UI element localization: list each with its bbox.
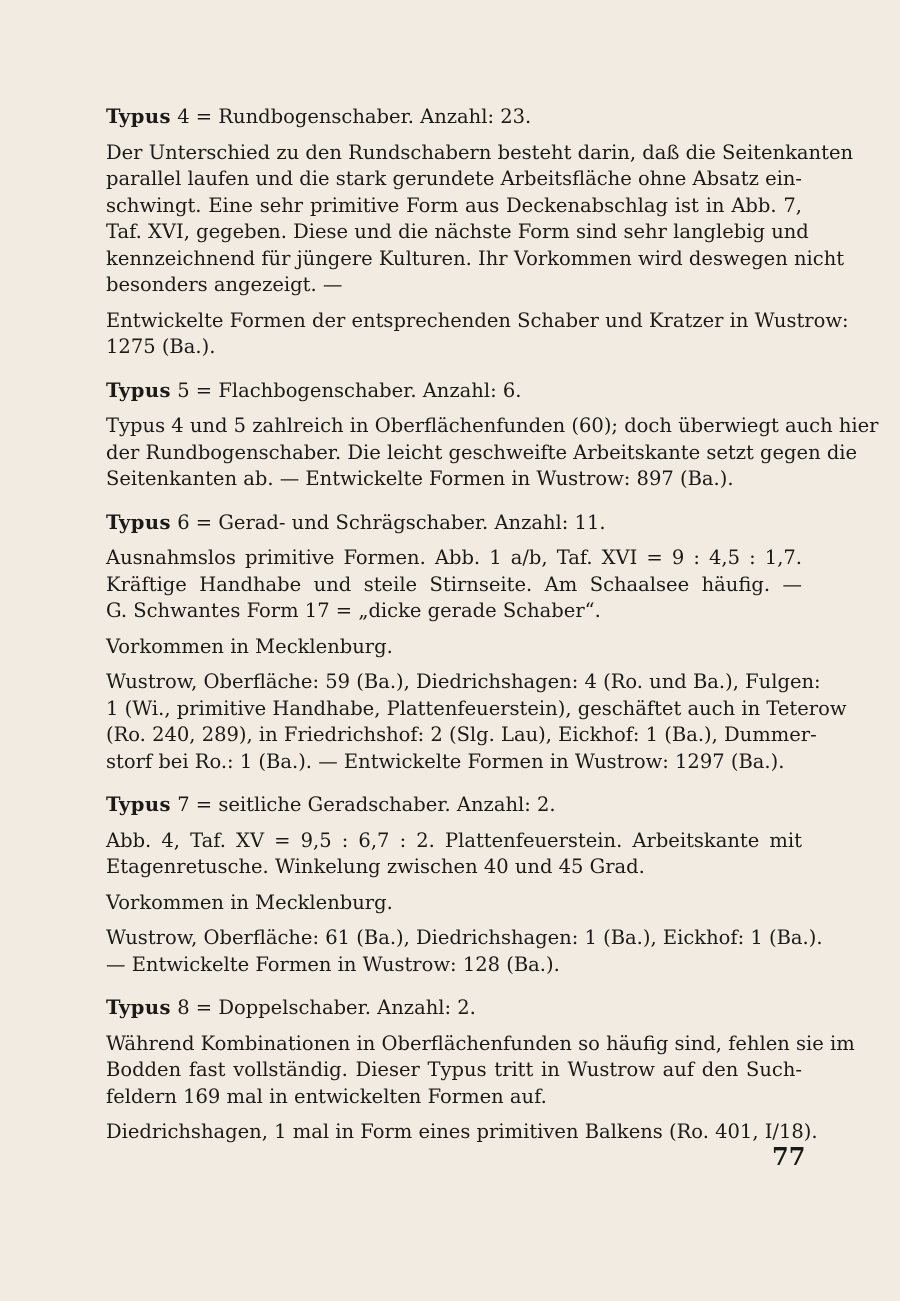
typus-label: Typus: [106, 793, 171, 816]
typus-title: 6 = Gerad- und Schrägschaber. Anzahl: 11.: [171, 510, 606, 534]
text-column: [106, 104, 879, 1146]
text-line: der Rundbogenschaber. Die leicht geschweifte Arbeitskante setzt gegen die: [106, 440, 858, 464]
text-line: G. Schwantes Form 17 = „dicke gerade Schaber“.: [106, 599, 601, 622]
typus-label: Typus: [106, 996, 171, 1019]
text-line: Typus 4 und 5 zahlreich in Oberflächenfunden (60); doch überwiegt auch hier: [106, 414, 879, 437]
text-line: feldern 169 mal in entwickelten Formen auf.: [106, 1084, 547, 1108]
typus-title: 8 = Doppelschaber. Anzahl: 2.: [171, 996, 476, 1019]
paragraph-gap: [106, 916, 802, 925]
text-line: Etagenretusche. Winkelung zwischen 40 und 45 Grad.: [106, 855, 645, 878]
typus-heading: [106, 792, 802, 819]
typus-heading: [106, 378, 802, 405]
section-gap: [106, 493, 802, 510]
paragraph-gap: [106, 660, 802, 669]
text-line: Seitenkanten ab. — Entwickelte Formen in Wustrow: 897 (Ba.).: [106, 467, 734, 490]
paragraph: [106, 545, 802, 625]
paragraph: [106, 828, 802, 881]
paragraph: [106, 669, 847, 775]
typus-heading: [106, 995, 802, 1022]
text-line: 1 (Wi., primitive Handhabe, Plattenfeuerstein), geschäftet auch in Teterow: [106, 696, 847, 720]
typus-title: 7 = seitliche Geradschaber. Anzahl: 2.: [171, 793, 556, 816]
paragraph: [106, 308, 849, 361]
typus-heading: [106, 104, 802, 131]
section-gap: [106, 361, 802, 378]
text-line: Kräftige Handhabe und steile Stirnseite. Am Schaalsee häufig. —: [106, 572, 802, 596]
text-line: 1275 (Ba.).: [106, 335, 216, 358]
paragraph: [106, 140, 854, 299]
typus-title: 5 = Flachbogenschaber. Anzahl: 6.: [171, 378, 522, 402]
text-line: besonders angezeigt. —: [106, 273, 343, 296]
typus-label: Typus: [106, 378, 171, 402]
text-line: Wustrow, Oberfläche: 59 (Ba.), Diedrichshagen: 4 (Ro. und Ba.), Fulgen:: [106, 670, 821, 693]
typus-title: 4 = Rundbogenschaber. Anzahl: 23.: [171, 105, 532, 128]
text-line: Vorkommen in Mecklenburg.: [106, 890, 393, 914]
paragraph-gap: [106, 1022, 802, 1031]
text-line: storf bei Ro.: 1 (Ba.). — Entwickelte Formen in Wustrow: 1297 (Ba.).: [106, 749, 785, 773]
paragraph: [106, 890, 802, 917]
section-gap: [106, 978, 802, 995]
paragraph: [106, 1031, 855, 1111]
paragraph-gap: [106, 881, 802, 890]
paragraph-gap: [106, 299, 802, 308]
text-line: — Entwickelte Formen in Wustrow: 128 (Ba.).: [106, 952, 560, 976]
typus-label: Typus: [106, 105, 171, 128]
section-gap: [106, 775, 802, 792]
text-line: Vorkommen in Mecklenburg.: [106, 634, 393, 658]
typus-heading: [106, 510, 802, 537]
text-line: Taf. XVI, gegeben. Diese und die nächste Form sind sehr langlebig und: [106, 220, 809, 243]
paragraph-gap: [106, 131, 802, 140]
paragraph: [106, 925, 823, 978]
text-line: (Ro. 240, 289), in Friedrichshof: 2 (Slg. Lau), Eickhof: 1 (Ba.), Dummer-: [106, 723, 817, 746]
text-line: kennzeichnend für jüngere Kulturen. Ihr Vorkommen wird deswegen nicht: [106, 246, 845, 270]
paragraph: [106, 413, 879, 493]
text-line: Abb. 4, Taf. XV = 9,5 : 6,7 : 2. Plattenfeuerstein. Arbeitskante mit: [106, 828, 802, 852]
text-line: schwingt. Eine sehr primitive Form aus Deckenabschlag ist in Abb. 7,: [106, 193, 802, 217]
text-line: parallel laufen und die stark gerundete Arbeitsfläche ohne Absatz ein-: [106, 167, 802, 190]
paragraph-gap: [106, 404, 802, 413]
paragraph-gap: [106, 1110, 802, 1119]
text-line: Bodden fast vollständig. Dieser Typus tritt in Wustrow auf den Such-: [106, 1058, 802, 1081]
text-line: Ausnahmslos primitive Formen. Abb. 1 a/b, Taf. XVI = 9 : 4,5 : 1,7.: [106, 546, 802, 569]
page-number: 77: [772, 1142, 806, 1171]
text-line: Wustrow, Oberfläche: 61 (Ba.), Diedrichshagen: 1 (Ba.), Eickhof: 1 (Ba.).: [106, 926, 823, 949]
paragraph-gap: [106, 819, 802, 828]
text-line: Der Unterschied zu den Rundschabern besteht darin, daß die Seitenkanten: [106, 140, 854, 164]
typus-label: Typus: [106, 510, 171, 534]
paragraph: [106, 1119, 818, 1146]
paragraph-gap: [106, 625, 802, 634]
text-line: Diedrichshagen, 1 mal in Form eines primitiven Balkens (Ro. 401, I/18).: [106, 1120, 818, 1143]
text-line: Entwickelte Formen der entsprechenden Schaber und Kratzer in Wustrow:: [106, 308, 849, 332]
paragraph-gap: [106, 536, 802, 545]
text-line: Während Kombinationen in Oberflächenfunden so häufig sind, fehlen sie im: [106, 1031, 855, 1055]
paragraph: [106, 634, 802, 661]
